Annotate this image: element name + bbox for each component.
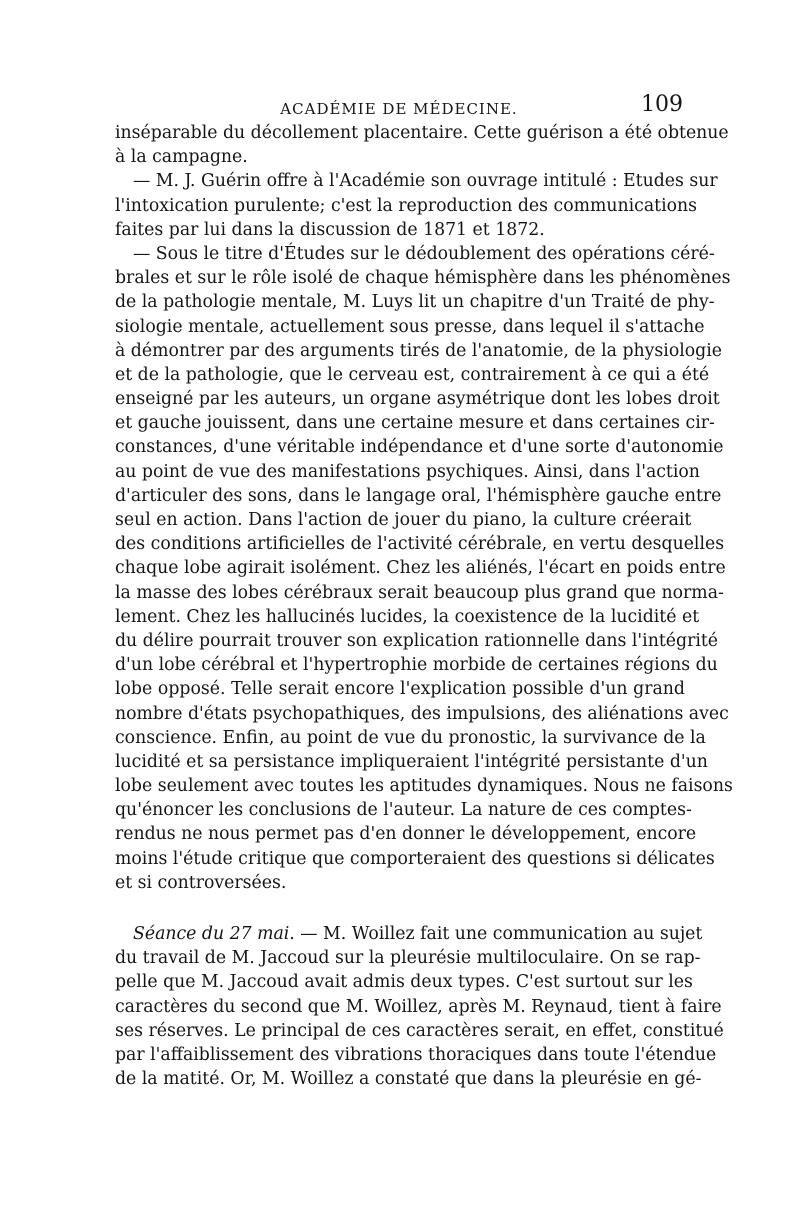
- text-line: lement. Chez les hallucinés lucides, la coexistence de la lucidité et: [115, 606, 700, 627]
- text-line: conscience. Enfin, au point de vue du pronostic, la survivance de la: [115, 727, 706, 748]
- text-line: chaque lobe agirait isolément. Chez les aliénés, l'écart en poids entre: [115, 558, 726, 579]
- text-line: [115, 922, 703, 946]
- running-title: ACADÉMIE DE MÉDECINE.: [280, 100, 518, 118]
- text-line: et si controversées.: [115, 872, 287, 893]
- text-line: la masse des lobes cérébraux serait beaucoup plus grand que norma-: [115, 582, 724, 603]
- text-line: siologie mentale, actuellement sous presse, dans lequel il s'attache: [115, 316, 705, 337]
- text-line: de la matité. Or, M. Woillez a constaté que dans la pleurésie en gé-: [115, 1069, 702, 1090]
- text-line: faites par lui dans la discussion de 1871 et 1872.: [115, 219, 545, 240]
- text-line: caractères du second que M. Woillez, après M. Reynaud, tient à faire: [115, 996, 722, 1017]
- text-line: enseigné par les auteurs, un organe asymétrique dont les lobes droit: [115, 389, 720, 410]
- text-line: du travail de M. Jaccoud sur la pleurésie multiloculaire. On se rap-: [115, 948, 701, 969]
- text-line: l'intoxication purulente; c'est la reproduction des communications: [115, 195, 698, 216]
- text-line: et de la pathologie, que le cerveau est, contrairement à ce qui a été: [115, 364, 710, 385]
- text-line: constances, d'une véritable indépendance et d'une sorte d'autonomie: [115, 437, 724, 458]
- text-line: lobe seulement avec toutes les aptitudes dynamiques. Nous ne faisons: [115, 776, 733, 797]
- section-gap: [115, 895, 685, 922]
- text-line: d'articuler des sons, dans le langage oral, l'hémisphère gauche entre: [115, 485, 722, 506]
- text-line: ses réserves. Le principal de ces caractères serait, en effet, constitué: [115, 1020, 724, 1041]
- text-line: rendus ne nous permet pas d'en donner le développement, encore: [115, 824, 697, 845]
- text-line: lobe opposé. Telle serait encore l'explication possible d'un grand: [115, 679, 685, 700]
- paragraph-block: [115, 121, 733, 895]
- text-line: nombre d'états psychopathiques, des impulsions, des aliénations avec: [115, 703, 729, 724]
- text-line: qu'énoncer les conclusions de l'auteur. La nature de ces comptes-: [115, 800, 692, 821]
- text-line: par l'affaiblissement des vibrations thoraciques dans toute l'étendue: [115, 1044, 717, 1065]
- session-text: — M. Woillez fait une communication au sujet: [294, 924, 703, 944]
- page-number: 109: [641, 92, 683, 117]
- text-line: pelle que M. Jaccoud avait admis deux types. C'est surtout sur les: [115, 972, 693, 993]
- text-line: seul en action. Dans l'action de jouer du piano, la culture créerait: [115, 510, 692, 530]
- session-label: Séance du 27 mai.: [133, 924, 295, 944]
- text-line: à la campagne.: [115, 147, 248, 168]
- text-line: des conditions artificielles de l'activité cérébrale, en vertu desquelles: [115, 534, 725, 555]
- text-line: inséparable du décollement placentaire. Cette guérison a été obtenue: [115, 123, 729, 143]
- text-line: à démontrer par des arguments tirés de l'anatomie, de la physiologie: [115, 340, 722, 361]
- text-line: moins l'étude critique que comporteraient des questions si délicates: [115, 848, 715, 869]
- text-line: — M. J. Guérin offre à l'Académie son ouvrage intitulé : Etudes sur: [133, 171, 718, 192]
- text-line: — Sous le titre d'Études sur le dédoublement des opérations céré-: [133, 243, 715, 264]
- text-line: au point de vue des manifestations psychiques. Ainsi, dans l'action: [115, 461, 700, 482]
- text-line: brales et sur le rôle isolé de chaque hémisphère dans les phénomènes: [115, 268, 731, 289]
- page-header: [115, 92, 683, 122]
- text-line: du délire pourrait trouver son explication rationnelle dans l'intégrité: [115, 630, 719, 651]
- session-paragraph: [115, 922, 724, 1091]
- text-line: et gauche jouissent, dans une certaine mesure et dans certaines cir-: [115, 413, 715, 434]
- text-line: lucidité et sa persistance impliqueraient l'intégrité persistante d'un: [115, 751, 708, 772]
- body-text: [115, 121, 733, 1091]
- text-line: de la pathologie mentale, M. Luys lit un chapitre d'un Traité de phy-: [115, 292, 715, 313]
- text-line: d'un lobe cérébral et l'hypertrophie morbide de certaines régions du: [115, 655, 718, 676]
